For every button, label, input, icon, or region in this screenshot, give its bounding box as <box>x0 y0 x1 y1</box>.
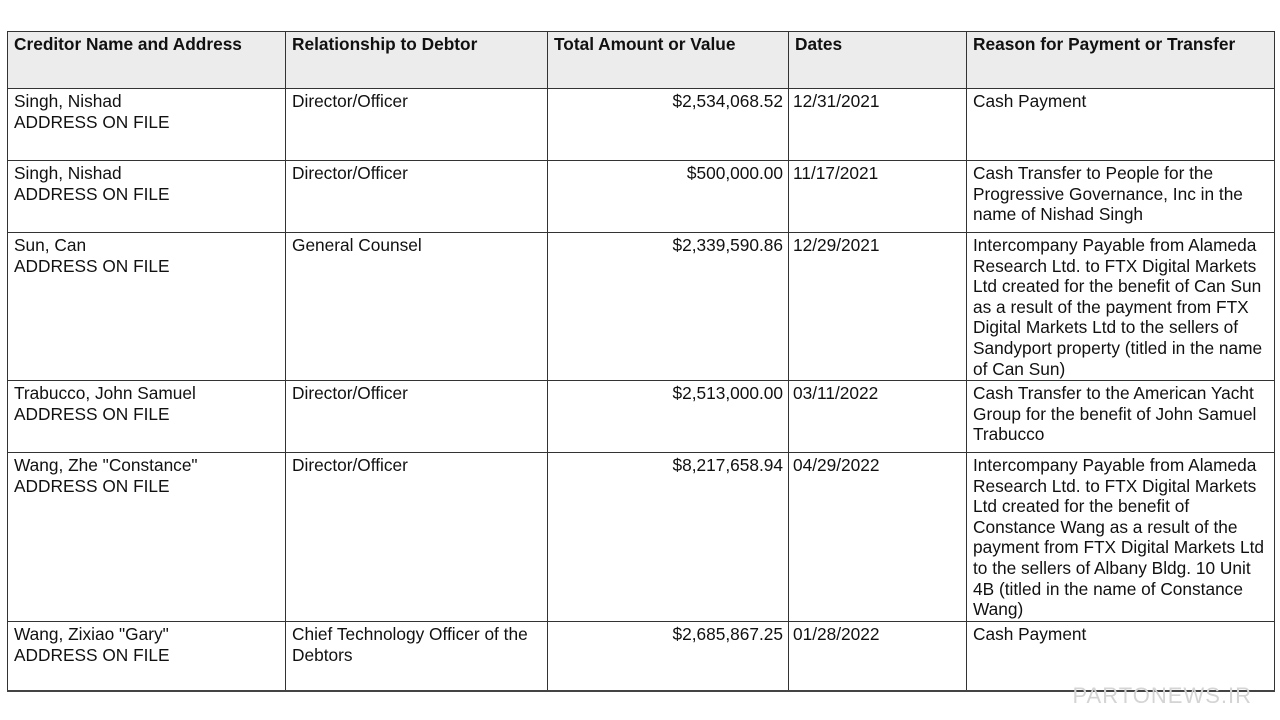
creditor-cell <box>8 89 286 161</box>
table-row <box>8 233 1275 381</box>
table-row <box>8 453 1275 622</box>
amount-cell: $8,217,658.94 <box>548 453 789 622</box>
creditor-name: Wang, Zixiao "Gary" <box>14 624 169 644</box>
relationship-cell: Chief Technology Officer of the Debtors <box>286 622 548 692</box>
creditor-address: ADDRESS ON FILE <box>14 644 170 665</box>
creditor-address: ADDRESS ON FILE <box>14 255 170 276</box>
table-row <box>8 622 1275 692</box>
date-cell: 11/17/2021 <box>789 161 967 233</box>
creditor-cell <box>8 453 286 622</box>
table-row <box>8 381 1275 453</box>
header-creditor-name: Creditor Name and Address <box>8 32 286 89</box>
creditor-address: ADDRESS ON FILE <box>14 111 170 132</box>
reason-cell: Intercompany Payable from Alameda Research Ltd. to FTX Digital Markets Ltd created for the benefit of Constance Wang as a result of the payment from FTX Digital Markets Ltd to the sellers of Albany Bldg. 10 Unit 4B (titled in the name of Constance Wang) <box>967 453 1275 622</box>
creditor-name: Sun, Can <box>14 235 87 255</box>
table-row <box>8 89 1275 161</box>
relationship-cell: Director/Officer <box>286 161 548 233</box>
creditor-address: ADDRESS ON FILE <box>14 183 170 204</box>
relationship-cell: Director/Officer <box>286 381 548 453</box>
creditor-address: ADDRESS ON FILE <box>14 403 170 424</box>
creditor-name: Singh, Nishad <box>14 163 122 183</box>
payments-table <box>7 31 1275 692</box>
reason-cell: Intercompany Payable from Alameda Research Ltd. to FTX Digital Markets Ltd created for the benefit of Can Sun as a result of the payment from FTX Digital Markets Ltd to the sellers of Sandyport property (titled in the name of Can Sun) <box>967 233 1275 381</box>
amount-cell: $2,685,867.25 <box>548 622 789 692</box>
table-header-row <box>8 32 1275 89</box>
header-dates: Dates <box>789 32 967 89</box>
creditor-name: Wang, Zhe "Constance" <box>14 455 198 475</box>
date-cell: 12/31/2021 <box>789 89 967 161</box>
date-cell: 12/29/2021 <box>789 233 967 381</box>
header-total-amount: Total Amount or Value <box>548 32 789 89</box>
table-row <box>8 161 1275 233</box>
creditor-cell <box>8 161 286 233</box>
reason-cell: Cash Transfer to People for the Progressive Governance, Inc in the name of Nishad Singh <box>967 161 1275 233</box>
relationship-cell: General Counsel <box>286 233 548 381</box>
creditor-name: Singh, Nishad <box>14 91 122 111</box>
creditor-address: ADDRESS ON FILE <box>14 475 170 496</box>
watermark: PARTONEWS.IR <box>1072 683 1252 708</box>
relationship-cell: Director/Officer <box>286 89 548 161</box>
creditor-name: Trabucco, John Samuel <box>14 383 196 403</box>
amount-cell: $2,534,068.52 <box>548 89 789 161</box>
header-relationship: Relationship to Debtor <box>286 32 548 89</box>
relationship-cell: Director/Officer <box>286 453 548 622</box>
amount-cell: $2,513,000.00 <box>548 381 789 453</box>
creditor-cell <box>8 233 286 381</box>
date-cell: 01/28/2022 <box>789 622 967 692</box>
creditor-cell <box>8 622 286 692</box>
header-reason: Reason for Payment or Transfer <box>967 32 1275 89</box>
amount-cell: $500,000.00 <box>548 161 789 233</box>
reason-cell: Cash Payment <box>967 89 1275 161</box>
amount-cell: $2,339,590.86 <box>548 233 789 381</box>
reason-cell: Cash Transfer to the American Yacht Group for the benefit of John Samuel Trabucco <box>967 381 1275 453</box>
date-cell: 04/29/2022 <box>789 453 967 622</box>
date-cell: 03/11/2022 <box>789 381 967 453</box>
creditor-cell <box>8 381 286 453</box>
reason-cell: Cash Payment <box>967 622 1275 692</box>
